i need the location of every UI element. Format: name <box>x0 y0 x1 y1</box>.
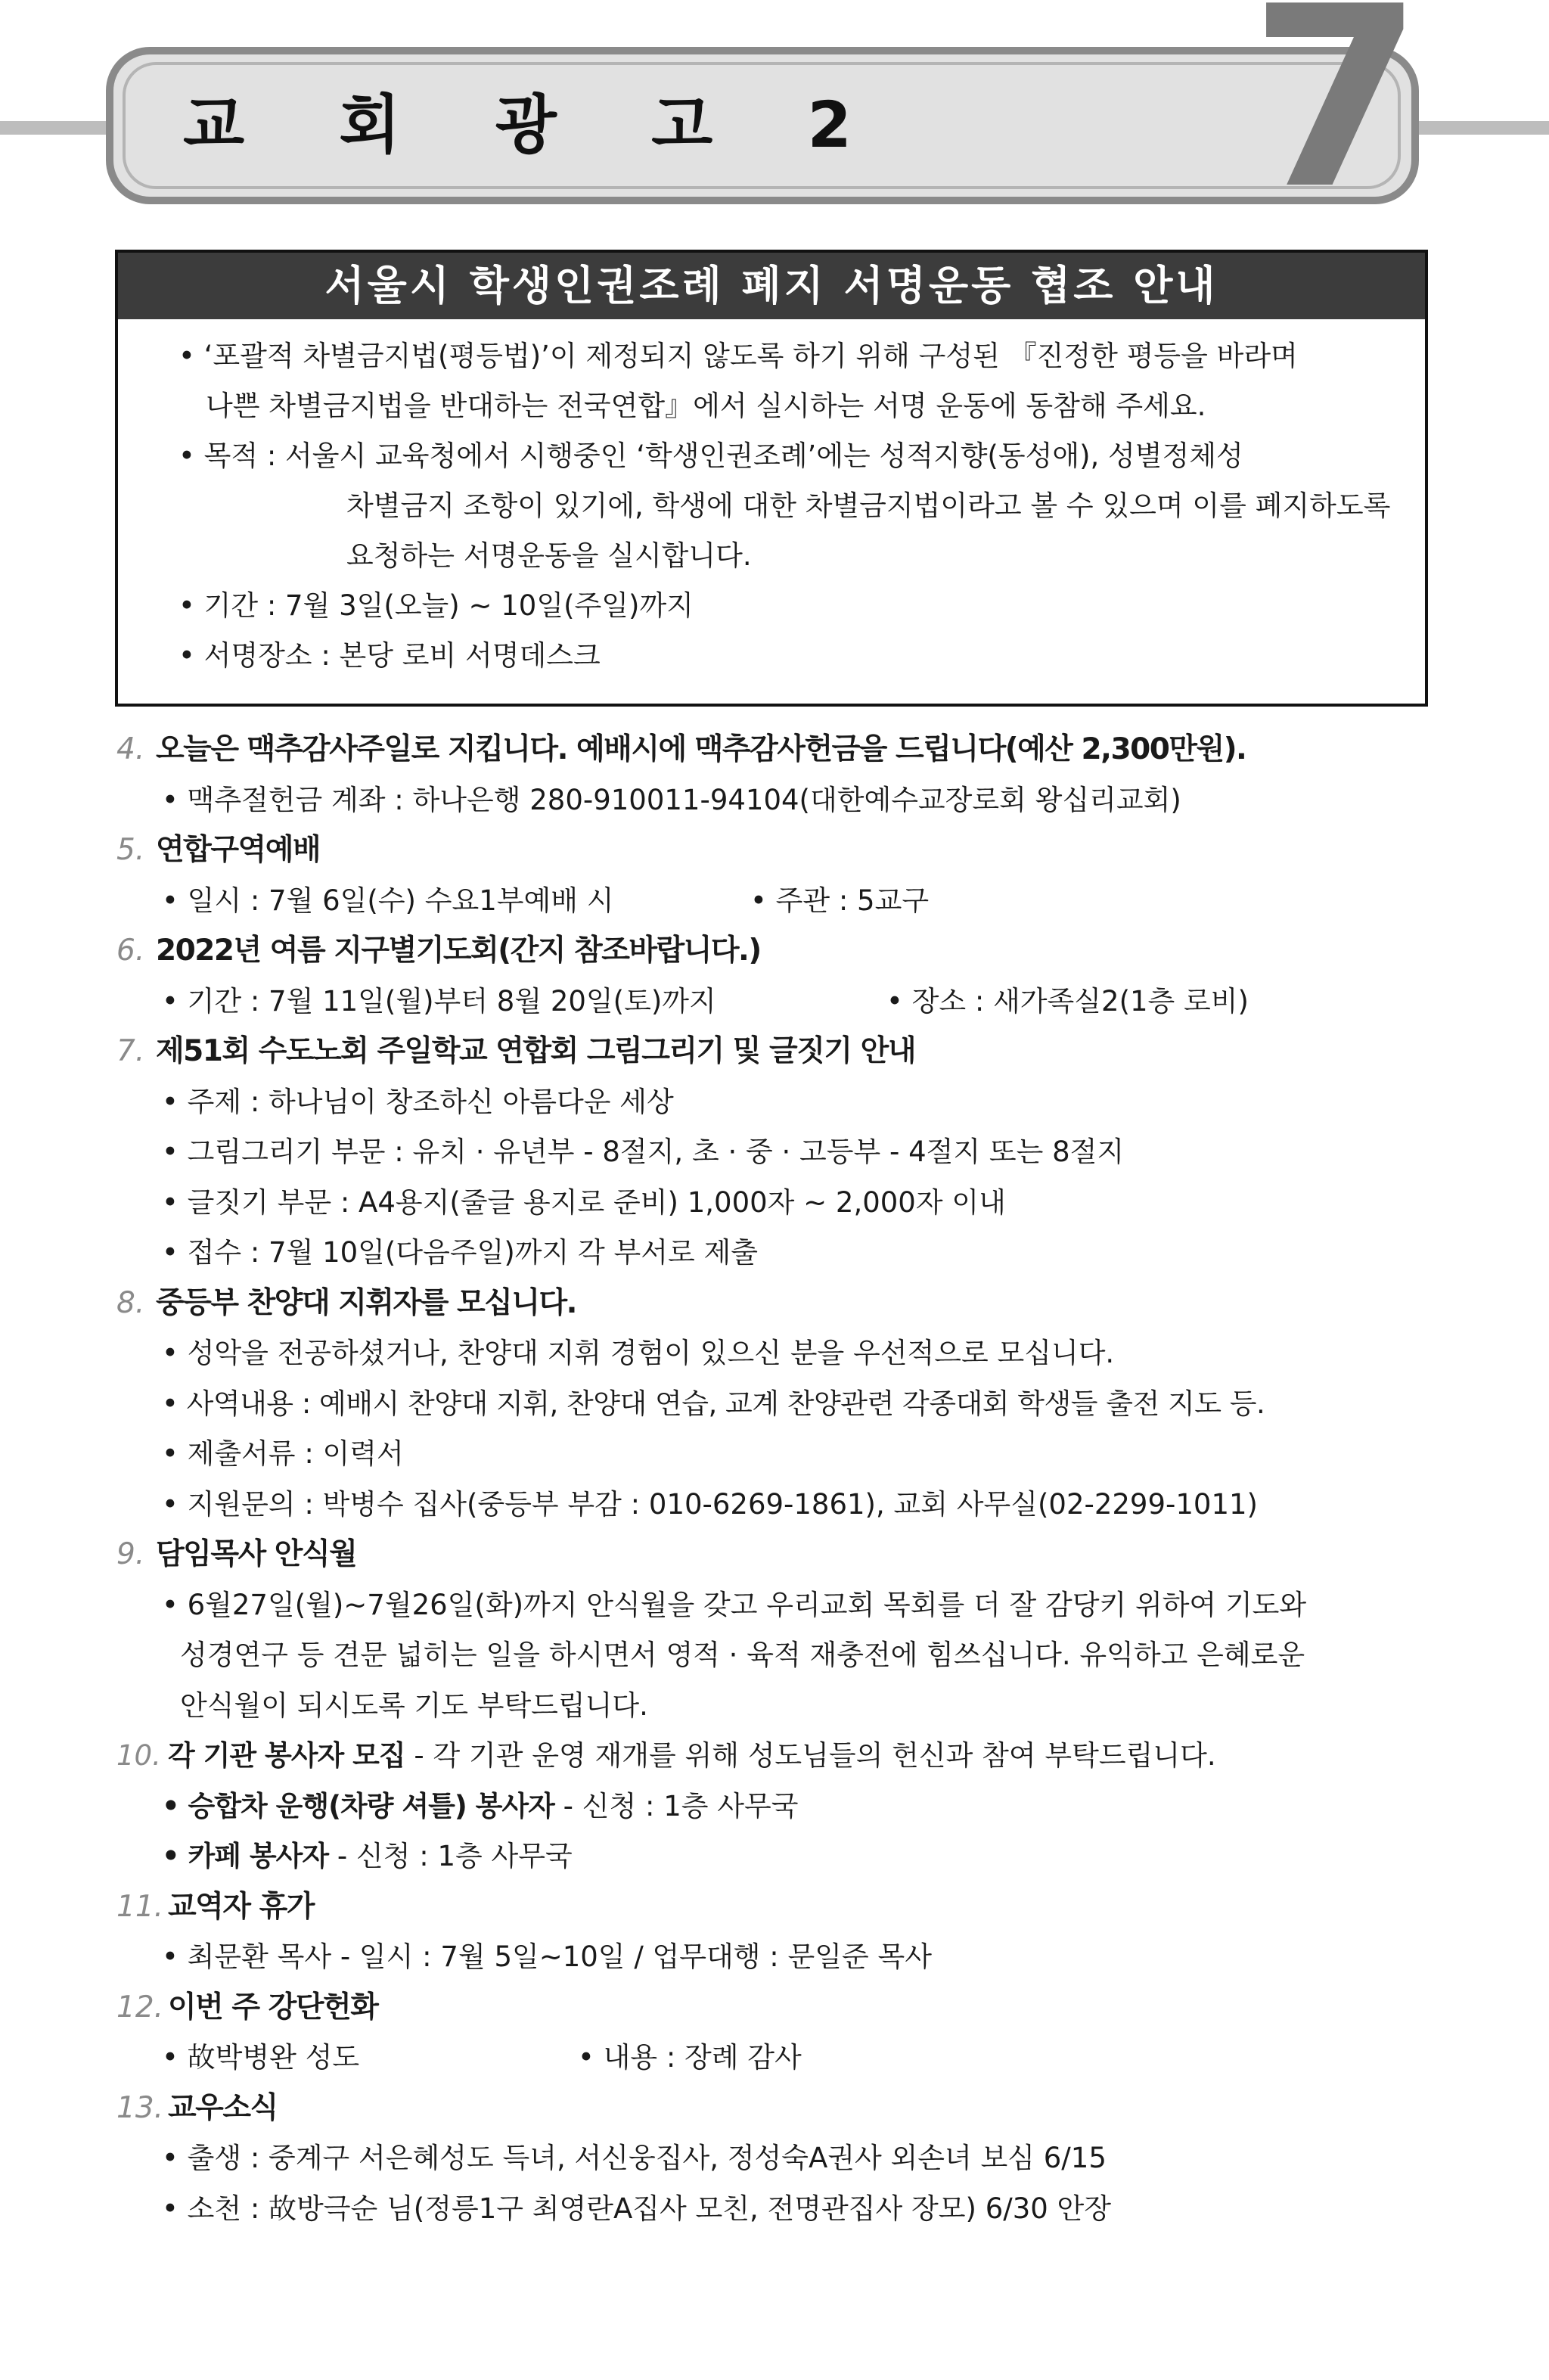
announcement-title <box>116 1027 1440 1077</box>
announcement-title <box>116 1983 1440 2034</box>
detail-text: • 故박병완 성도 <box>162 2041 360 2074</box>
notice-body <box>118 319 1425 681</box>
notice-box <box>115 250 1428 707</box>
announcement-detail: • 최문환 목사 - 일시 : 7월 5일~10일 / 업무대행 : 문일준 목사 <box>162 1940 932 1973</box>
notice-line: • ‘포괄적 차별금지법(평등법)’이 제정되지 않도록 하기 위해 구성된 『진정한 평등을 바라며 <box>178 340 1298 372</box>
item-number: 9. <box>116 1537 145 1571</box>
item-title-text: 연합구역예배 <box>156 833 321 867</box>
announcement-detail: • 제출서류 : 이력서 <box>162 1437 404 1470</box>
announcement-detail: 안식월이 되시도록 기도 부탁드립니다. <box>180 1689 648 1722</box>
detail-col2: • 장소 : 새가족실2(1층 로비) <box>886 984 1249 1018</box>
announcement-title <box>116 825 1440 876</box>
item-title-text: 제51회 수도노회 주일학교 연합회 그림그리기 및 글짓기 안내 <box>156 1034 915 1068</box>
announcement-detail: • 6월27일(월)~7월26일(화)까지 안식월을 갖고 우리교회 목회를 더 잘 감당키 위하여 기도와 <box>162 1588 1307 1621</box>
announcement-title <box>116 1731 1440 1782</box>
announcement-detail <box>116 977 1440 1027</box>
detail-text: • 기간 : 7월 11일(월)부터 8월 20일(토)까지 <box>162 984 716 1018</box>
item-number: 4. <box>116 732 145 766</box>
announcement-list <box>116 725 1440 2234</box>
item-number: 10. <box>116 1739 161 1772</box>
announcement-detail: 성경연구 등 견문 넓히는 일을 하시면서 영적 · 육적 재충전에 힘쓰십니다. 유익하고 은혜로운 <box>180 1639 1305 1671</box>
announcement-detail <box>116 876 1440 927</box>
item-title-text: 오늘은 맥추감사주일로 지킵니다. 예배시에 맥추감사헌금을 드립니다(예산 2,300만원). <box>156 732 1246 766</box>
item-number: 6. <box>116 934 145 968</box>
announcement-title <box>116 725 1440 775</box>
detail-col2: • 주관 : 5교구 <box>750 884 930 917</box>
notice-line: • 서명장소 : 본당 로비 서명데스크 <box>178 639 601 672</box>
item-title-text: 중등부 찬양대 지휘자를 모십니다. <box>156 1285 576 1320</box>
announcement-detail: • 성악을 전공하셨거나, 찬양대 지휘 경험이 있으신 분을 우선적으로 모십니다. <box>162 1337 1115 1369</box>
item-number: 13. <box>116 2090 164 2125</box>
page-title: 교 회 광 고 2 <box>183 88 889 162</box>
item-number: 8. <box>116 1285 145 1320</box>
page-number: 7 <box>1249 0 1423 244</box>
notice-title: 서울시 학생인권조례 폐지 서명운동 협조 안내 <box>118 253 1425 319</box>
announcement-detail: • 소천 : 故방극순 님(정릉1구 최영란A집사 모친, 전명관집사 장모) 6/30 안장 <box>162 2192 1112 2225</box>
item-title-text: 교역자 휴가 <box>168 1889 314 1924</box>
item-number: 12. <box>116 1990 164 2024</box>
detail-text: - 신청 : 1층 사무국 <box>554 1789 799 1822</box>
item-number: 7. <box>116 1034 145 1068</box>
announcement-detail <box>116 2033 1440 2083</box>
item-title-text: 교우소식 <box>168 2090 278 2125</box>
notice-line: • 기간 : 7월 3일(오늘) ~ 10일(주일)까지 <box>178 589 694 622</box>
announcement-detail: • 글짓기 부문 : A4용지(줄글 용지로 준비) 1,000자 ~ 2,000자 이내 <box>162 1185 1006 1219</box>
announcement-detail: • 맥추절헌금 계좌 : 하나은행 280-910011-94104(대한예수교장로회 왕십리교회) <box>162 783 1181 816</box>
item-number: 11. <box>116 1889 164 1924</box>
item-title-text: 2022년 여름 지구별기도회(간지 참조바랍니다.) <box>156 934 761 968</box>
item-number: 5. <box>116 833 145 867</box>
detail-bold: • 승합차 운행(차량 셔틀) 봉사자 <box>162 1789 554 1822</box>
announcement-detail: • 접수 : 7월 10일(다음주일)까지 각 부서로 제출 <box>162 1236 758 1269</box>
item-title-text: 담임목사 안식월 <box>156 1537 357 1571</box>
announcement-detail: • 그림그리기 부문 : 유치 · 유년부 - 8절지, 초 · 중 · 고등부 - 4절지 또는 8절지 <box>162 1136 1125 1168</box>
announcement-title <box>116 926 1440 977</box>
detail-col2: • 내용 : 장례 감사 <box>578 2041 802 2074</box>
item-title-text: 각 기관 봉사자 모집 <box>168 1739 405 1772</box>
detail-bold: • 카페 봉사자 <box>162 1840 329 1872</box>
announcement-title <box>116 1530 1440 1580</box>
announcement-detail: • 출생 : 중계구 서은혜성도 득녀, 서신웅집사, 정성숙A권사 외손녀 보심 6/15 <box>162 2142 1107 2174</box>
notice-line: 차별금지 조항이 있기에, 학생에 대한 차별금지법이라고 볼 수 있으며 이를 폐지하도록 <box>346 489 1391 522</box>
item-title-rest: - 각 기관 운영 재개를 위해 성도님들의 헌신과 참여 부탁드립니다. <box>405 1739 1216 1772</box>
announcement-detail: • 지원문의 : 박병수 집사(중등부 부감 : 010-6269-1861), 교회 사무실(02-2299-1011) <box>162 1487 1258 1521</box>
detail-text: • 일시 : 7월 6일(수) 수요1부예배 시 <box>162 884 614 917</box>
announcement-detail <box>116 1782 1440 1832</box>
announcement-detail: • 주제 : 하나님이 창조하신 아름다운 세상 <box>162 1085 674 1118</box>
announcement-title <box>116 1279 1440 1329</box>
announcement-detail <box>116 1832 1440 1882</box>
notice-line: 요청하는 서명운동을 실시합니다. <box>346 539 752 572</box>
notice-line: 나쁜 차별금지법을 반대하는 전국연합』에서 실시하는 서명 운동에 동참해 주세요. <box>206 390 1206 422</box>
announcement-title <box>116 1882 1440 1933</box>
detail-text: - 신청 : 1층 사무국 <box>328 1840 573 1872</box>
announcement-title <box>116 2083 1440 2134</box>
notice-line: • 목적 : 서울시 교육청에서 시행중인 ‘학생인권조례’에는 성적지향(동성애), 성별정체성 <box>178 440 1243 472</box>
announcement-detail: • 사역내용 : 예배시 찬양대 지휘, 찬양대 연습, 교계 찬양관련 각종대회 학생들 출전 지도 등. <box>162 1387 1265 1420</box>
item-title-text: 이번 주 강단헌화 <box>168 1990 378 2024</box>
